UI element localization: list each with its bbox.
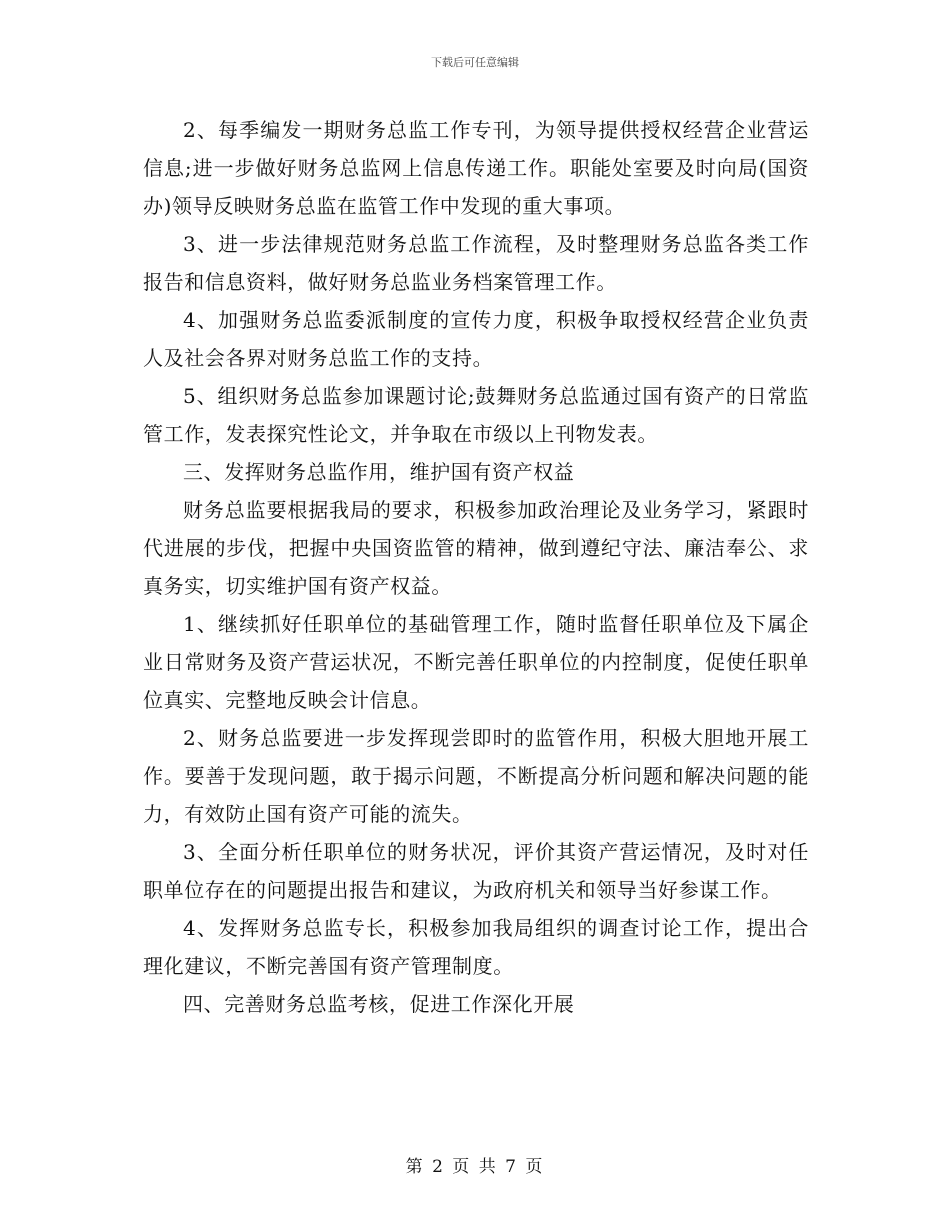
section-heading: 三、发挥财务总监作用，维护国有资产权益: [183, 460, 575, 484]
paragraph: 2、财务总监要进一步发挥现尝即时的监管作用，积极大胆地开展工作。要善于发现问题，敢于揭示问题，不断提高分析问题和解决问题的能力，有效防止国有资产可能的流失。: [143, 726, 809, 826]
paragraph: 5、组织财务总监参加课题讨论;鼓舞财务总监通过国有资产的日常监管工作，发表探究性论文，并争取在市级以上刊物发表。: [143, 384, 809, 446]
paragraph: 3、进一步法律规范财务总监工作流程，及时整理财务总监各类工作报告和信息资料，做好财务总监业务档案管理工作。: [143, 232, 809, 294]
paragraph: 1、继续抓好任职单位的基础管理工作，随时监督任职单位及下属企业日常财务及资产营运状况，不断完善任职单位的内控制度，促使任职单位真实、完整地反映会计信息。: [143, 612, 809, 712]
section-heading: 四、完善财务总监考核，促进工作深化开展: [183, 992, 575, 1016]
paragraph: 2、每季编发一期财务总监工作专刊，为领导提供授权经营企业营运信息;进一步做好财务总监网上信息传递工作。职能处室要及时向局(国资办)领导反映财务总监在监管工作中发现的重大事项。: [143, 118, 809, 218]
page-header-note: 下载后可任意编辑: [431, 56, 519, 69]
page-number: 第 2 页 共 7 页: [405, 1157, 545, 1177]
paragraph: 3、全面分析任职单位的财务状况，评价其资产营运情况，及时对任职单位存在的问题提出报告和建议，为政府机关和领导当好参谋工作。: [143, 840, 809, 902]
document-body: [143, 111, 809, 1023]
paragraph: 4、加强财务总监委派制度的宣传力度，积极争取授权经营企业负责人及社会各界对财务总监工作的支持。: [143, 308, 809, 370]
paragraph: 4、发挥财务总监专长，积极参加我局组织的调查讨论工作，提出合理化建议，不断完善国有资产管理制度。: [143, 916, 809, 978]
paragraph: 财务总监要根据我局的要求，积极参加政治理论及业务学习，紧跟时代进展的步伐，把握中央国资监管的精神，做到遵纪守法、廉洁奉公、求真务实，切实维护国有资产权益。: [143, 498, 809, 598]
